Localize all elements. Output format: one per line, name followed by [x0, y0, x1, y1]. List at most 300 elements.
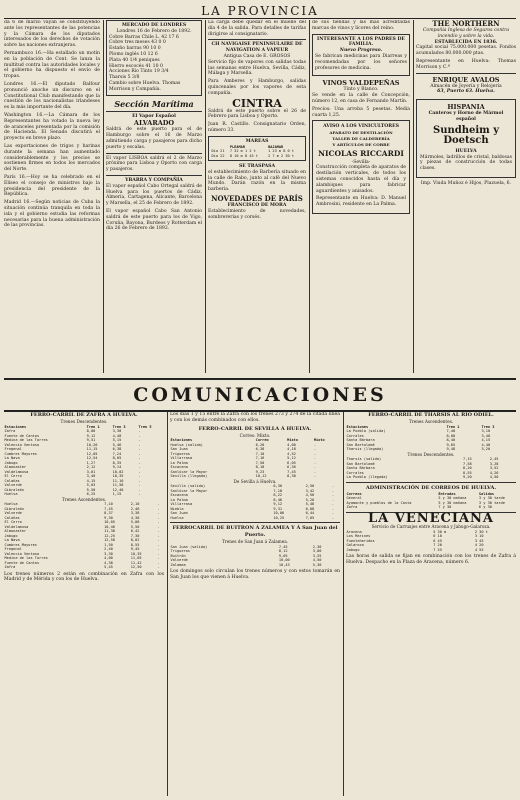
- table-cell: 4,50: [489, 475, 499, 479]
- table-cell: Santa Bárbara: [346, 466, 375, 470]
- shipping-column: [208, 20, 306, 373]
- table-cell: Jabugo: [4, 460, 18, 465]
- table-cell: 7 20: [433, 543, 442, 548]
- timetables-section: [4, 412, 516, 796]
- zafra-subtitle: Trenes Descendentes.: [60, 419, 108, 424]
- table-cell: 5,48: [305, 502, 315, 507]
- table-cell: Niebla: [170, 506, 184, 511]
- table-cell: Huelva: [4, 502, 18, 506]
- cintra-text: Saldrá de este puerto sobre el 26 de Febrero para Lisboa y Oporto.: [208, 108, 306, 120]
- table-header-cell: Estaciones: [4, 424, 27, 429]
- table-cell: 9,12: [273, 502, 283, 507]
- table-cell: 12,05: [86, 451, 98, 456]
- table-cell: 7,05: [305, 515, 315, 520]
- table-cell: Cumbres Mayores: [4, 542, 37, 547]
- navigation-subtitle: Antigua Casa de E. GROSOS: [223, 53, 291, 59]
- table-cell: Trigueros: [170, 549, 190, 554]
- navigation-title: CH NAVIGAISE PENINSULAIRE DE NAVIGATION A VAPEUR: [211, 42, 303, 54]
- table-cell: 3,38: [130, 511, 140, 515]
- table-cell: -: [313, 442, 316, 447]
- table-cell: Ayamonte y pueblos de la Costa: [346, 500, 412, 505]
- table-cell: 5,50: [130, 524, 140, 529]
- table-cell: 5,50: [86, 487, 96, 492]
- table-cell: -: [138, 429, 141, 433]
- column-divider: [343, 412, 344, 796]
- table-cell: 11,10: [112, 478, 124, 483]
- table-cell: 4,50: [305, 493, 315, 498]
- table-cell: Trigueros: [170, 451, 190, 456]
- column-divider: [413, 20, 414, 373]
- table-cell: 2,50: [305, 484, 315, 489]
- table-header-cell: Tren 1: [86, 424, 100, 429]
- column-divider: [309, 20, 310, 373]
- table-cell: -: [157, 529, 160, 533]
- market-lines: [109, 35, 199, 81]
- table-cell: 10,06: [273, 511, 285, 516]
- table-cell: Valverde: [4, 511, 22, 515]
- intro-text: La carga debe quedar en el muelle del día 4 de la salida. Para detalles de tarifas dirigirse al consignatario.: [208, 20, 306, 37]
- odiel-subtitle: Trenes Ascendentes.: [408, 419, 454, 424]
- aviso-subtitle-2: TALLER DE CALDERERÍA: [332, 135, 390, 141]
- table-cell: Valverde: [4, 483, 22, 487]
- table-cell: 10,02: [112, 469, 124, 474]
- table-cell: 4,00: [104, 556, 113, 560]
- table-cell: 3,40: [86, 474, 96, 478]
- ads-column: [312, 20, 410, 373]
- separator: [416, 73, 516, 74]
- separator: [208, 39, 306, 40]
- table-cell: 12,25: [104, 533, 115, 538]
- table-cell: Escacena: [170, 493, 188, 498]
- intro-text: de sus tiendas y las más acreditadas marcas de vinos y licores del reino.: [312, 20, 410, 31]
- table-cell: Sanlúcar la Mayor: [170, 488, 208, 493]
- table-cell: 11,38: [104, 529, 115, 533]
- table-cell: Huelva: [170, 515, 184, 520]
- ybarra-text-2: El vapor español Cabo San Antonio saldrá de este puerto para los de Vigo, Coruña, Bayona, Burdeos y Rotterdam el día 26 de Febrero de 1892.: [106, 208, 202, 232]
- table-header-cell: Estaciones: [346, 424, 369, 429]
- table-cell: Medina de las Torres: [4, 556, 48, 560]
- table-cell: 5,46: [112, 442, 122, 447]
- interesante-subtitle: Nuevo Progreso.: [339, 48, 383, 54]
- novedades-title: NOVEDADES DE PARÍS: [211, 194, 303, 204]
- table-cell: Tharsis (llegada): [346, 447, 384, 451]
- navigation-text-2: Para Amberes y Hamburgo, salidas quincenales por los vapores de esta compañía.: [208, 79, 306, 96]
- vinos-price: Precios: Una arroba 5 pesetas. Media cuarta 1,25.: [312, 106, 410, 118]
- table-cell: 7,18: [273, 488, 283, 493]
- table-cell: 10,43: [278, 562, 290, 567]
- buitron-title: FERROCARRIL DE BUITRON Á ZALAMEA Y Á San Juan del Puerto.: [172, 525, 338, 539]
- news-paragraph: Las exportaciones de trigos y harinas durante la semana han aumentado considerablemente y los precios se sostienen firmes en todos los mercados del Norte.: [4, 143, 100, 173]
- table-cell: Calañas: [4, 478, 20, 483]
- table-cell: -: [331, 506, 335, 511]
- vinos-title: VINOS VALDEPEÑAS: [322, 79, 400, 88]
- table-cell: 2 30 t: [474, 529, 488, 534]
- table-cell: 7 55: [433, 547, 442, 552]
- table-cell: -: [138, 492, 141, 496]
- separator: [106, 153, 202, 154]
- enrique-subtitle: Almacén de Joyería y Relojería: [430, 83, 502, 89]
- northern-text: Capital social 75.000.000 pesetas. Fondos acumulados 80.000.000 ptas.: [416, 45, 516, 57]
- table-cell: 7,16: [255, 456, 265, 461]
- table-cell: 6,38: [112, 447, 122, 451]
- table-row: [346, 475, 516, 480]
- enrique-address: 63, Puerto 63. Huelva.: [437, 89, 495, 95]
- market-line: Estaño barras 90 10 0: [109, 46, 161, 52]
- news-paragraph: da 6 de marzo vayan se constituyendo ante los representantes de las potencias y la Cámara de los diputados interesados de los derechos de votación sobre las naciones extranjeras.: [4, 20, 100, 49]
- table-cell: Corrales: [346, 470, 364, 475]
- sevilla-subtitle: Correo. Mixto.: [239, 432, 271, 438]
- table-cell: 9,31: [273, 506, 283, 511]
- table-cell: 6 10: [433, 534, 442, 539]
- table-cell: 7,58: [463, 461, 472, 466]
- column-divider: [205, 20, 206, 373]
- table-cell: Fregenal: [4, 447, 22, 451]
- table-header-cell: PLEAMAR: [229, 144, 245, 149]
- table-cell: Zafra: [4, 429, 16, 433]
- table-cell: Tharsis (salida): [346, 457, 382, 461]
- table-row: [170, 563, 340, 568]
- table-cell: Gibraleón: [4, 506, 24, 511]
- table-cell: 6,05: [287, 460, 296, 465]
- table-cell: -: [313, 469, 316, 474]
- table-cell: -: [331, 484, 335, 489]
- table-cell: -: [138, 460, 141, 465]
- table-cell: -: [138, 456, 141, 460]
- table-header-cell: Mixto: [313, 438, 325, 443]
- sevilla-timetable: [170, 412, 340, 796]
- table-header-cell: Entradas: [438, 491, 456, 496]
- table-cell: Sevilla (salida): [170, 484, 206, 489]
- column-divider: [167, 412, 168, 796]
- table-cell: 3,55: [312, 553, 322, 558]
- table-cell: Galaroza: [346, 543, 364, 548]
- table-cell: 5,08: [130, 520, 140, 524]
- table-cell: 1,27: [86, 460, 96, 465]
- table-cell: 2 7 m 2 30 t: [268, 153, 295, 158]
- table-cell: 8,20: [463, 466, 472, 470]
- table-cell: 6,30: [273, 484, 283, 489]
- table-header-cell: Correo: [255, 438, 269, 443]
- aviso-box: [312, 120, 410, 214]
- table-cell: Villarrasa: [170, 502, 193, 507]
- news-paragraph: Madrid 16.—Según noticias de Cuba la situación continúa tranquila en toda la isla y el gobierno estudia las reformas necesarias para la buena administración de las provincias.: [4, 200, 100, 229]
- table-cell: San Bartolomé: [346, 442, 375, 447]
- separator: [106, 175, 202, 176]
- newspaper-title: LA PROVINCIA: [4, 4, 516, 19]
- table-cell: -: [157, 520, 160, 524]
- table-cell: Día 22: [211, 153, 225, 158]
- table-header-cell: Tren 3: [112, 424, 126, 429]
- mareas-table: [211, 145, 303, 159]
- table-cell: 3 45: [474, 538, 484, 543]
- northern-subtitle: Compañía Inglesa de Seguros contra incendio y sobre la vida.: [422, 28, 510, 39]
- table-cell: 6 45: [433, 538, 442, 543]
- table-cell: -: [138, 474, 141, 478]
- table-cell: 3,01: [86, 469, 96, 474]
- table-cell: 4,00: [287, 442, 296, 447]
- table-cell: -: [138, 433, 141, 438]
- table-cell: 5,30: [312, 562, 322, 567]
- news-paragraph: Washington 16.—La Cámara de los Representantes ha votado la nueva ley de aranceles presentada por la comisión de Hacienda. El Senado discutirá el proyecto en breve plazo.: [4, 112, 100, 142]
- table-cell: Los Marines: [346, 534, 371, 539]
- table-cell: -: [313, 460, 316, 465]
- table-cell: 7,24: [112, 451, 122, 456]
- table-cell: Villarrasa: [170, 456, 193, 461]
- table-row: [170, 516, 340, 521]
- table-cell: 2,12: [86, 465, 96, 469]
- vapor-label: El Vapor Español: [132, 113, 176, 119]
- table-cell: 9,48: [446, 447, 456, 451]
- table-cell: -: [138, 465, 141, 469]
- market-title: MERCADO DE LONDRES: [121, 23, 187, 28]
- table-cell: -: [157, 524, 160, 529]
- separator: [106, 111, 202, 112]
- zafra-table: [4, 425, 164, 497]
- table-cell: La Palma: [170, 497, 188, 502]
- table-cell: 8,22: [273, 493, 283, 498]
- hispania-subtitle: Canteros y Horno de Mármol español: [428, 111, 504, 122]
- table-cell: -: [138, 438, 141, 442]
- table-cell: Fuente de Cantos: [4, 433, 40, 438]
- cintra-title: CINTRA: [232, 96, 282, 110]
- sundheim-text: Mármoles, ladrillos de cristal, baldosas y piezas de construcción de todas clases.: [420, 154, 512, 172]
- table-cell: 12,40: [112, 487, 124, 492]
- table-cell: -: [138, 451, 141, 456]
- table-cell: -: [157, 515, 160, 520]
- table-cell: 9,12: [86, 433, 96, 438]
- market-line: Plata 40 1/4 peniques: [109, 57, 160, 63]
- interesante-box: [312, 34, 410, 77]
- table-cell: Zafra: [346, 505, 358, 509]
- table-cell: 4,15: [86, 478, 96, 483]
- table-cell: 7,15: [463, 457, 472, 461]
- table-cell: Fuente de Cantos: [4, 560, 40, 565]
- table-cell: Almonaster: [4, 529, 27, 533]
- table-cell: -: [157, 547, 160, 551]
- table-cell: Sanlúcar la Mayor: [170, 469, 208, 474]
- sundheim-name: Sundheim y Doetsch: [432, 124, 500, 146]
- table-cell: 6,20: [255, 442, 265, 447]
- table-cell: -: [157, 551, 160, 556]
- table-cell: 7,45: [104, 506, 113, 511]
- sundheim-city: HUELVA: [455, 148, 477, 154]
- table-cell: Aracena: [346, 529, 362, 534]
- table-cell: 4,18: [287, 447, 296, 452]
- table-cell: 4,30: [130, 515, 140, 520]
- table-cell: Huelva: [4, 492, 18, 496]
- odiel-subtitle-2: Trenes Descendentes.: [407, 451, 455, 457]
- market-box: [106, 20, 202, 96]
- table-cell: 1 23 m 8 0 t: [268, 149, 295, 154]
- table-cell: 4,52: [287, 451, 296, 456]
- table-cell: -: [157, 560, 160, 565]
- buitron-table: [170, 545, 340, 568]
- table-cell: San Juan: [170, 447, 188, 452]
- upper-section: [4, 20, 516, 375]
- buitron-subtitle: Trenes de San Juan á Zalamea.: [221, 539, 289, 545]
- table-cell: 3,30: [104, 551, 113, 556]
- table-cell: 4 55: [474, 547, 484, 552]
- odiel-table-2: [346, 457, 516, 480]
- market-date: Londres 16 de Febrero de 1892.: [116, 28, 192, 34]
- table-cell: Sevilla (llegada): [170, 474, 208, 479]
- table-cell: Santa Bárbara: [346, 438, 375, 442]
- table-cell: -: [313, 456, 316, 461]
- table-cell: 4,15: [481, 438, 491, 442]
- table-cell: -: [313, 465, 316, 470]
- table-cell: 7,10: [104, 502, 113, 506]
- table-cell: 8,55: [130, 542, 140, 547]
- riccardi-city: -Sevilla-: [351, 159, 371, 165]
- market-note: Cambio sobre Huelva. Thomas Morrison y Compañía.: [109, 80, 181, 92]
- zafra-timetable: [4, 412, 164, 796]
- table-cell: 3,42: [305, 488, 315, 493]
- mareas-title: MAREAS: [245, 138, 269, 144]
- table-cell: 10,12: [255, 474, 267, 479]
- table-cell: Fregenal: [4, 547, 22, 551]
- table-cell: 9,45: [130, 547, 140, 551]
- table-cell: San Juan: [170, 511, 188, 516]
- table-cell: -: [138, 469, 141, 474]
- table-cell: 8,40: [446, 438, 456, 442]
- table-cell: 2,40: [104, 547, 113, 551]
- table-cell: -: [157, 565, 160, 569]
- table-cell: -: [138, 487, 141, 492]
- sevilla-intro: Los días 1 y 15 entre la Zafra con los trenes 273 y 274 de la citada línea y con los demás combinados con ellos.: [170, 412, 340, 423]
- correos-table: [346, 492, 516, 510]
- northern-agent: Representante en Huelva: Thomas Morrison y C.ª: [416, 58, 516, 70]
- table-cell: 4,40: [112, 433, 122, 438]
- table-cell: 6,36: [287, 465, 296, 470]
- correos-title: ADMINISTRACIÓN DE CORREOS DE HUELVA.: [365, 484, 497, 491]
- table-cell: 2,46: [130, 506, 140, 511]
- zafra-note: Los trenes números 2 están en combinación en Zafra con los Madrid y de Mérida y con los de Huelva.: [4, 571, 164, 583]
- vapor-text: Saldrá de este puerto para el de Hamburgo sobre el 16 de Marzo admitiendo carga y pasajeros para dicho puerto y escalas.: [106, 127, 202, 150]
- cintra-agent: Juan R. Castillo. Consignatario Orden, número 33.: [208, 122, 306, 133]
- table-cell: Cumbres Mayores: [4, 451, 37, 456]
- table-cell: 2,10: [130, 502, 140, 506]
- market-line: Tharsis 5 3/8: [109, 75, 140, 81]
- table-cell: 10,35: [112, 474, 124, 478]
- table-cell: 10,46: [104, 524, 115, 529]
- table-cell: 7,40: [446, 429, 456, 433]
- table-cell: 8,08: [446, 433, 456, 438]
- table-header-cell: Mixto: [287, 438, 298, 443]
- table-row: [170, 474, 340, 479]
- table-cell: 9,05: [278, 553, 288, 558]
- zafra-subtitle-2: Trenes Ascendentes.: [61, 496, 107, 502]
- table-cell: Zalamea: [170, 562, 186, 567]
- table-cell: Valdelamusa: [4, 524, 29, 529]
- table-cell: Valdelamusa: [4, 469, 29, 474]
- table-cell: 6,08: [305, 506, 315, 511]
- market-line: Plomo inglés 10 12 6: [109, 51, 158, 57]
- table-cell: Huelva (salida): [170, 442, 203, 447]
- table-cell: 1,15: [112, 492, 122, 496]
- table-cell: Zafra: [4, 565, 16, 569]
- table-cell: 8 16 m 8 45 t: [229, 153, 258, 158]
- table-header-cell: Tren 5: [138, 424, 152, 429]
- table-cell: La Nava: [4, 456, 20, 460]
- table-cell: Gibraleón: [4, 487, 24, 492]
- traspasa-text: el establecimiento de Barbería situado en la calle de Rabo, junto al café del Nuevo Mundo. Darán razón en la misma barbería.: [208, 169, 306, 193]
- table-cell: Día 21: [211, 149, 225, 154]
- table-cell: Valverde: [170, 558, 188, 563]
- vinos-subtitle: Tinto y Blanco.: [343, 87, 379, 93]
- table-row: [211, 154, 303, 159]
- table-cell: 5,20: [481, 447, 491, 451]
- market-line: Hierro escocés 41 10 0: [109, 63, 163, 69]
- veneciana-note: Las horas de salida se fijan en combinación con los trenes de Zafra á Huelva. Despacho en la Plaza de Aracena, número 6.: [346, 554, 516, 566]
- table-cell: 8,02: [130, 538, 140, 542]
- table-cell: 3,30: [112, 429, 122, 433]
- ybarra-text: El vapor español Cabo Ortegal saldrá de Huelva para los puertos de Cádiz, Almería, Cartagena, Alicante, Barcelona y Marsella, el 25 de Febrero de 1892.: [106, 183, 202, 207]
- table-cell: -: [157, 533, 160, 538]
- table-cell: 5,20: [305, 497, 315, 502]
- table-cell: -: [138, 483, 141, 487]
- aviso-title: AVISO A LOS VINICULTORES: [323, 124, 399, 130]
- table-cell: -: [331, 515, 335, 520]
- table-cell: Medina de las Torres: [4, 438, 48, 442]
- table-cell: 10,25: [273, 515, 285, 520]
- table-cell: 4,26: [489, 470, 499, 475]
- table-cell: 12,58: [104, 538, 115, 542]
- buitron-note: Los domingos solo circulan los trenes números y con estos tomarán en San Juan los que vienen á Huelva.: [170, 569, 340, 580]
- table-cell: San Juan (salida): [170, 544, 208, 549]
- ybarra-title: YBARRA Y COMPAÑÍA: [125, 177, 183, 183]
- odiel-table: [346, 425, 516, 452]
- zafra-title: FERRO-CARRIL DE ZAFRA A HUELVA.: [30, 412, 138, 418]
- imprenta-line: Imp. Viuda Muñoz é Hijos, Plazuela, 6.: [420, 180, 512, 186]
- aviso-subtitle-3: Y ARTÍCULOS DE COBRE: [332, 141, 390, 147]
- riccardi-text-2: Representante en Huelva: D. Manuel Ambrosini, residente en La Palma.: [316, 196, 406, 208]
- table-cell: 9,30: [104, 515, 113, 520]
- table-cell: 2,30: [312, 544, 322, 549]
- table-cell: General: [346, 496, 362, 500]
- table-cell: 11,15: [86, 447, 98, 451]
- table-cell: Fuenteheridos: [346, 538, 375, 543]
- veneciana-subtitle: Servicio de Carruajes entre Aracena y Jabugo-Galaroza.: [371, 524, 491, 530]
- separator: [170, 522, 340, 523]
- table-cell: 12,54: [86, 456, 98, 460]
- vapor-lisboa-text: El vapor LISBOA saldrá el 2 de Marzo próximo para Lisboa y Oporto con carga y pasajeros.: [106, 155, 202, 173]
- insurance-column: [416, 20, 516, 373]
- northern-established: ESTABLECIDA EN 1836.: [434, 39, 498, 45]
- table-cell: 10,00: [278, 558, 290, 563]
- table-cell: 5 30 m: [433, 529, 447, 534]
- table-cell: 9,20: [463, 475, 472, 479]
- novedades-text: Establecimiento de novedades, sombrererías y corsés.: [208, 208, 306, 220]
- table-cell: 5,45: [104, 565, 113, 569]
- table-cell: 1,50: [104, 542, 113, 547]
- odiel-timetable: [346, 412, 516, 796]
- table-cell: -: [138, 442, 141, 447]
- table-cell: 8,38: [287, 474, 296, 479]
- table-cell: 8,46: [273, 497, 283, 502]
- table-cell: 8,18: [255, 465, 265, 470]
- table-cell: 9,14: [112, 465, 122, 469]
- traspasa-title: SE TRASPASA: [238, 164, 276, 170]
- column-divider: [103, 20, 104, 373]
- table-header-cell: Tren 3: [481, 424, 495, 429]
- table-cell: 4,38: [104, 560, 113, 565]
- table-cell: -: [331, 488, 335, 493]
- table-cell: 8,12: [278, 549, 288, 554]
- table-cell: 6,42: [130, 529, 140, 533]
- table-cell: -: [313, 451, 316, 456]
- separator: [346, 482, 516, 483]
- table-cell: La Palma: [170, 460, 188, 465]
